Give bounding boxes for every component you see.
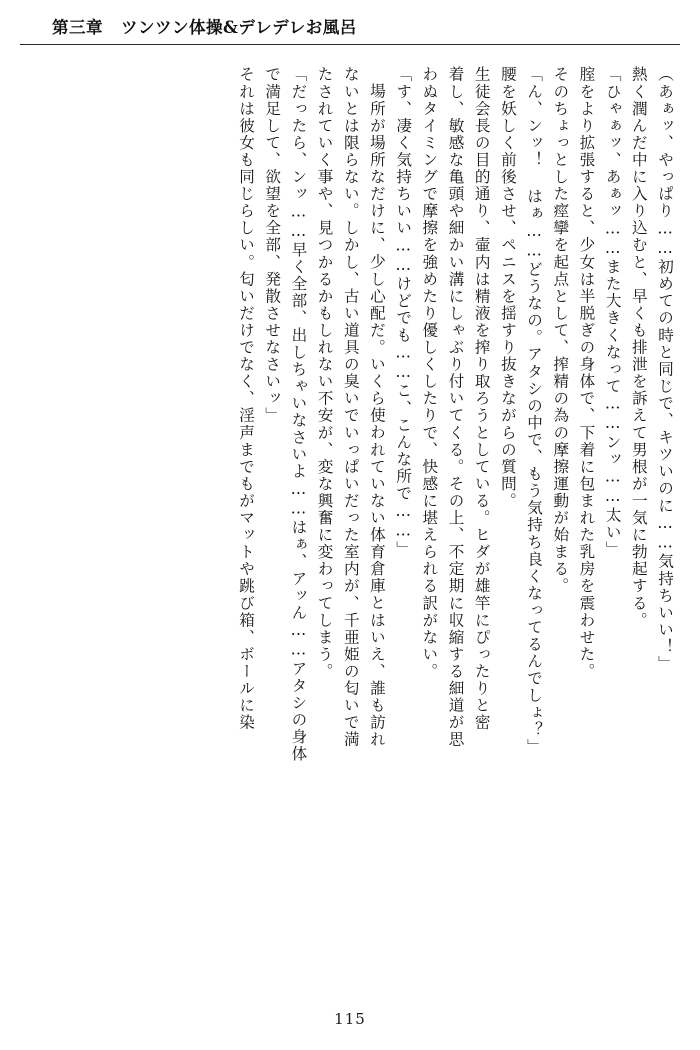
chapter-number: 第三章 (52, 18, 103, 37)
page-header (52, 14, 648, 44)
text-line: 腟をより拡張すると、少女は半脱ぎの身体で、下着に包まれた乳房を震わせた。 (577, 66, 596, 680)
body-text (28, 66, 672, 980)
text-line: 着し、敏感な亀頭や細かい溝にしゃぶり付いてくる。その上、不定期に収縮する細道が思 (446, 66, 465, 748)
text-line: わぬタイミングで摩擦を強めたり優しくしたりで、快感に堪えられる訳がない。 (420, 66, 439, 680)
text-line: 熱く潤んだ中に入り込むと、早くも排泄を訴えて男根が一気に勃起する。 (629, 66, 648, 629)
text-line: 「す、凄く気持ちいい……けどでも……こ、こんな所で……」 (394, 66, 413, 558)
text-line: そのちょっとした痙攣を起点として、搾精の為の摩擦運動が始まる。 (551, 66, 570, 595)
text-line: 「だったら、ンッ……早く全部、出しちゃいなさいよ……はぁ、アッん……アタシの身体 (289, 66, 308, 763)
text-line: 「ん、ンッ！ はぁ……どうなの。アタシの中で、もう気持ち良くなってるんでしょ？」 (525, 66, 544, 756)
text-line: 「ひゃぁッ、あぁッ……また大きくなって……ンッ……太い」 (603, 66, 622, 558)
text-line: たされていく事や、見つかるかもしれない不安が、変な興奮に変わってしまう。 (315, 66, 334, 680)
text-line: （あぁッ、やっぱり……初めての時と同じで、キツいのに……気持ちいい！」 (656, 66, 674, 673)
text-line: 腰を妖しく前後させ、ペニスを揺すり抜きながらの質問。 (498, 66, 517, 510)
header-divider (20, 44, 680, 45)
page-number: 115 (334, 1010, 366, 1028)
text-line: それは彼女も同じらしい。匂いだけでなく、淫声までもがマットや跳び箱、ボールに染 (237, 66, 255, 731)
text-line: 場所が場所なだけに、少し心配だ。いくら使われていない体育倉庫とはいえ、誰も訪れ (367, 83, 386, 748)
chapter-title: ツンツン体操&デレデレお風呂 (121, 18, 357, 37)
text-line: 生徒会長の目的通り、壷内は精液を搾り取ろうとしている。ヒダが雄竿にぴったりと密 (472, 66, 491, 731)
text-line: ないとは限らない。しかし、古い道具の臭いでいっぱいだった室内が、千亜姫の匂いで満 (341, 66, 360, 748)
text-line: で満足して、欲望を全部、発散させなさいッ」 (263, 66, 282, 425)
